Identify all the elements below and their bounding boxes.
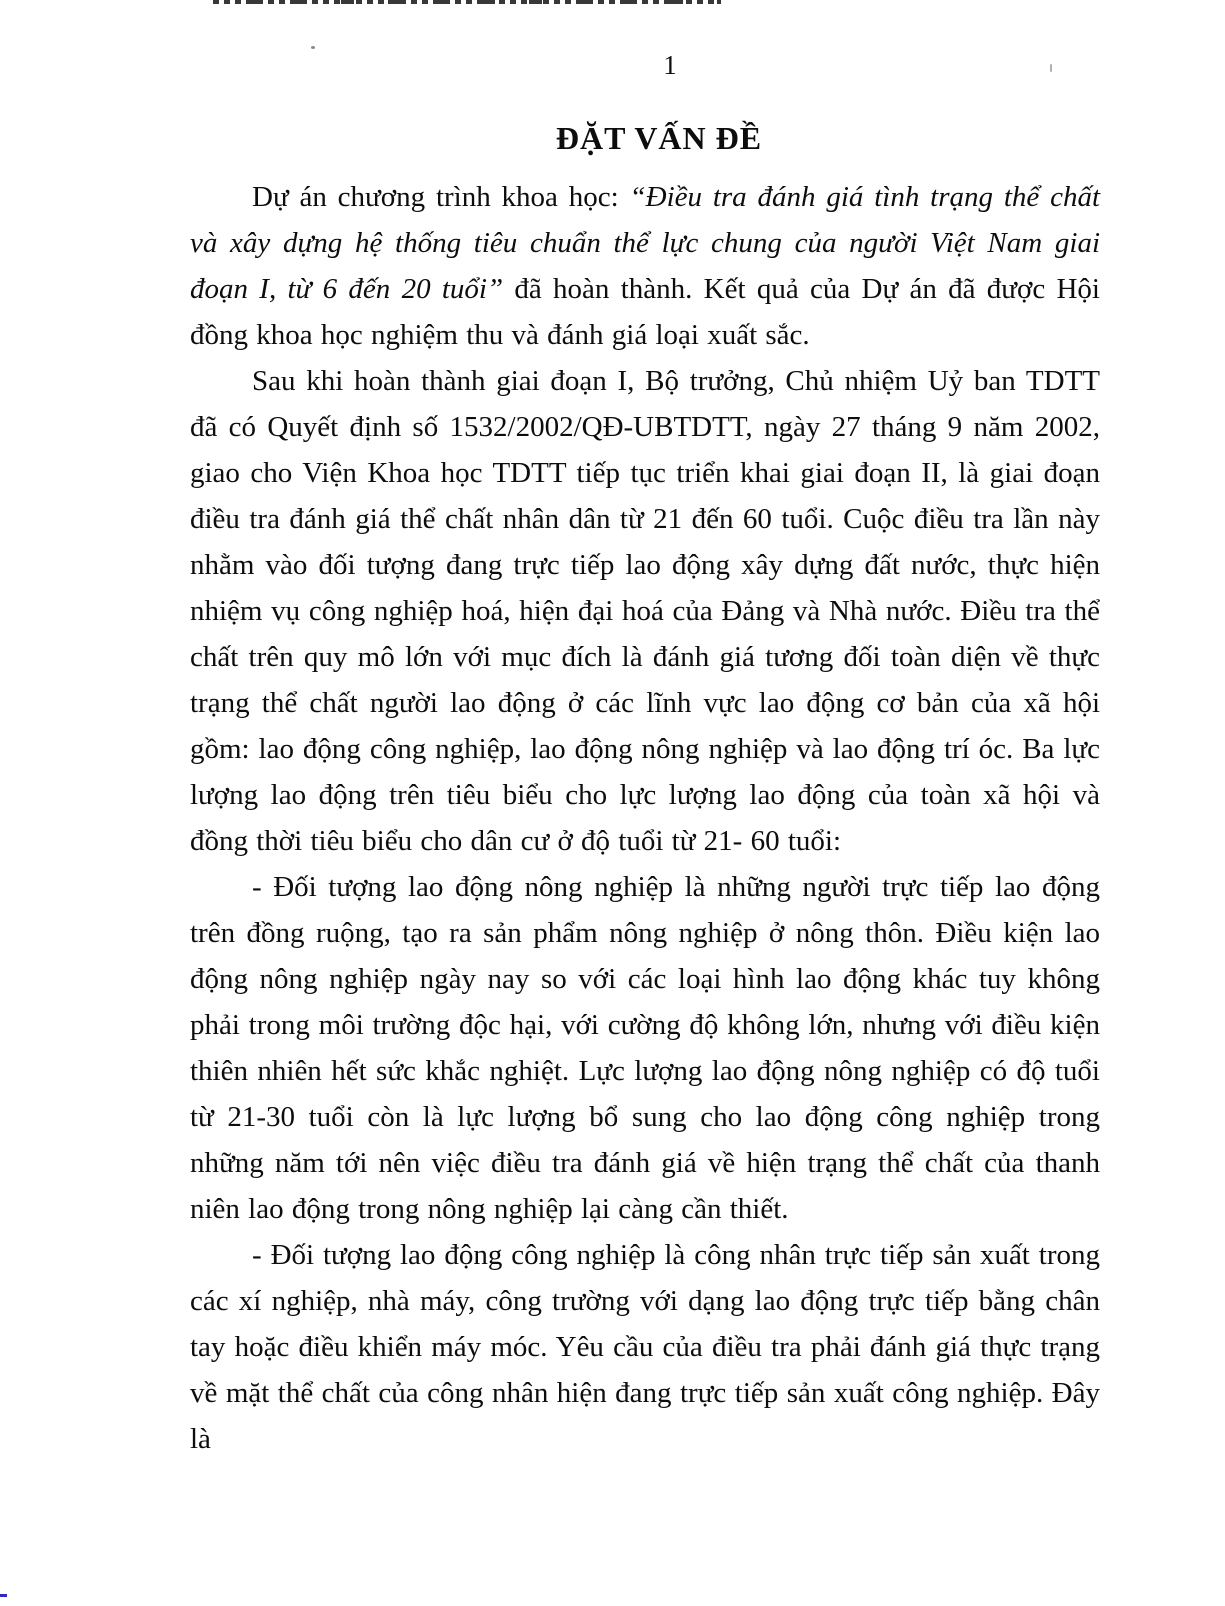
text-segment: - Đối tượng lao động công nghiệp là công nhân trực tiếp sản xuất trong các xí nghiệp, nhà máy, công trường với dạng lao động trực tiếp bằng chân tay hoặc điều khiển máy móc. Yêu cầu của điều tra phải đánh giá thực trạng về mặt thể chất của công nhân hiện đang trực tiếp sản xuất công nghiệp. Đây là <box>190 1239 1100 1455</box>
text-segment: Dự án chương trình khoa học: <box>252 181 630 213</box>
scan-speck <box>1050 64 1052 72</box>
text-segment: “Điều tra đánh giá tình trạng thể chất và xây dựng hệ thống tiêu chuẩn thể lực chung của người Việt Nam giai đoạn I, từ 6 đến 20 tuổi” <box>190 181 1101 305</box>
text-segment: Sau khi hoàn thành giai đoạn I, Bộ trưởng, Chủ nhiệm Uỷ ban TDTT đã có Quyết định số 1532/2002/QĐ-UBTDTT, ngày 27 tháng 9 năm 2002, giao cho Viện Khoa học TDTT tiếp tục triển khai giai đoạn II, là giai đoạn điều tra đánh giá thể chất nhân dân từ 21 đến 60 tuổi. Cuộc điều tra lần này nhằm vào đối tượng đang trực tiếp lao động xây dựng đất nước, thực hiện nhiệm vụ công nghiệp hoá, hiện đại hoá của Đảng và Nhà nước. Điều tra thể chất trên quy mô lớn với mục đích là đánh giá tương đối toàn diện về thực trạng thể chất người lao động ở các lĩnh vực lao động cơ bản của xã hội gồm: lao động công nghiệp, lao động nông nghiệp và lao động trí óc. Ba lực lượng lao động trên tiêu biểu cho lực lượng lao động của toàn xã hội và đồng thời tiêu biểu cho dân cư ở độ tuổi từ 21- 60 tuổi: <box>190 365 1100 857</box>
paragraph-agricultural-labor <box>190 864 1100 1232</box>
paragraph-project-completed <box>190 174 1100 358</box>
scan-corner-mark <box>0 1594 7 1597</box>
paragraph-industrial-labor <box>190 1232 1100 1462</box>
document-body <box>190 174 1100 1462</box>
paragraph-phase-two-decision <box>190 358 1100 864</box>
text-segment: - Đối tượng lao động nông nghiệp là những người trực tiếp lao động trên đồng ruộng, tạo ra sản phẩm nông nghiệp ở nông thôn. Điều kiện lao động nông nghiệp ngày nay so với các loại hình lao động khác tuy không phải trong môi trường độc hại, với cường độ không lớn, nhưng với điều kiện thiên nhiên hết sức khắc nghiệt. Lực lượng lao động nông nghiệp có độ tuổi từ 21-30 tuổi còn là lực lượng bổ sung cho lao động công nghiệp trong những năm tới nên việc điều tra đánh giá về hiện trạng thể chất của thanh niên lao động trong nông nghiệp lại càng cần thiết. <box>190 871 1100 1225</box>
text-segment: đã hoàn thành. Kết quả của Dự án đã được Hội đồng khoa học nghiệm thu và đánh giá loại xuất sắc. <box>190 273 1100 351</box>
page-number: 1 <box>663 50 677 80</box>
clipped-previous-line-artifact <box>213 0 721 4</box>
scan-speck <box>311 46 315 49</box>
section-heading: ĐẶT VẤN ĐỀ <box>555 120 763 156</box>
